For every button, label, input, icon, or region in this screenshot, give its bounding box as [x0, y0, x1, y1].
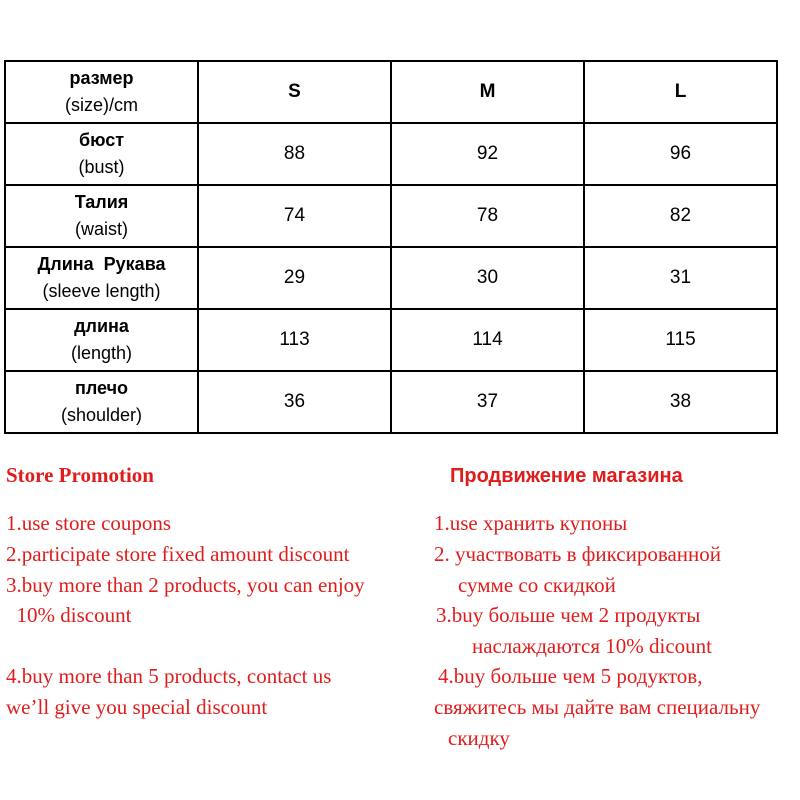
table-cell: 30	[391, 247, 584, 309]
row-label-cell	[5, 185, 198, 247]
table-cell: 92	[391, 123, 584, 185]
table-row-sleeve-length	[5, 247, 777, 309]
table-cell: 96	[584, 123, 777, 185]
promo-ru-line-2: 2. участвовать в фиксированной	[434, 542, 721, 566]
row-label-cell	[5, 123, 198, 185]
table-cell: 38	[584, 371, 777, 433]
promo-en-line-1: 1.use store coupons	[6, 511, 172, 535]
row-label-ru: Талия	[74, 192, 129, 212]
table-header-row	[5, 61, 777, 123]
row-label-en: (length)	[70, 343, 133, 363]
row-label-cell	[5, 247, 198, 309]
table-cell: 29	[198, 247, 391, 309]
table-cell: 37	[391, 371, 584, 433]
size-chart-table	[4, 60, 778, 434]
promo-ru-line-4: 3.buy больше чем 2 продукты	[436, 603, 701, 627]
promo-ru-line-5: наслаждаются 10% dicount	[472, 634, 713, 658]
table-row-shoulder	[5, 371, 777, 433]
promo-en-line-3: 3.buy more than 2 products, you can enjoy	[6, 573, 365, 597]
table-row-length	[5, 309, 777, 371]
row-label-en: (waist)	[75, 219, 128, 239]
promo-ru-line-1: 1.use хранить купоны	[434, 511, 628, 535]
row-label-ru: плечо	[74, 378, 129, 398]
promo-en-line-5: 4.buy more than 5 products, contact us	[6, 664, 332, 688]
promo-en-line-2: 2.participate store fixed amount discount	[6, 542, 350, 566]
row-label-en: (sleeve length)	[42, 281, 161, 301]
size-s-header: S	[198, 61, 391, 123]
table-cell: 88	[198, 123, 391, 185]
size-m-header: M	[391, 61, 584, 123]
row-label-ru: длина	[74, 316, 129, 336]
row-label-en: (bust)	[78, 157, 125, 177]
row-label-cell	[5, 309, 198, 371]
promo-en-line-6: we’ll give you special discount	[6, 695, 268, 719]
table-cell: 114	[391, 309, 584, 371]
promo-title-en: Store Promotion	[6, 463, 154, 487]
promo-ru-line-6: 4.buy больше чем 5 родуктов,	[438, 664, 703, 688]
table-cell: 113	[198, 309, 391, 371]
table-cell: 115	[584, 309, 777, 371]
row-label-ru: бюст	[78, 130, 125, 150]
header-label-ru: размер	[69, 68, 134, 88]
size-l-header: L	[584, 61, 777, 123]
row-label-en: (shoulder)	[60, 405, 143, 425]
header-label-cell	[5, 61, 198, 123]
promo-title-ru: Продвижение магазина	[450, 465, 683, 487]
table-cell: 78	[391, 185, 584, 247]
table-row-bust	[5, 123, 777, 185]
row-label-ru: Длина Рукава	[37, 254, 166, 274]
row-label-cell	[5, 371, 198, 433]
header-label-en: (size)/cm	[65, 95, 138, 115]
table-cell: 74	[198, 185, 391, 247]
promo-ru-line-3: сумме со скидкой	[458, 573, 616, 597]
table-cell: 36	[198, 371, 391, 433]
promo-ru-line-8: скидку	[448, 726, 510, 750]
table-cell: 31	[584, 247, 777, 309]
promo-ru-line-7: свяжитесь мы дайте вам специальну	[434, 695, 761, 719]
table-row-waist	[5, 185, 777, 247]
promo-en-line-4: 10% discount	[6, 603, 132, 627]
table-cell: 82	[584, 185, 777, 247]
